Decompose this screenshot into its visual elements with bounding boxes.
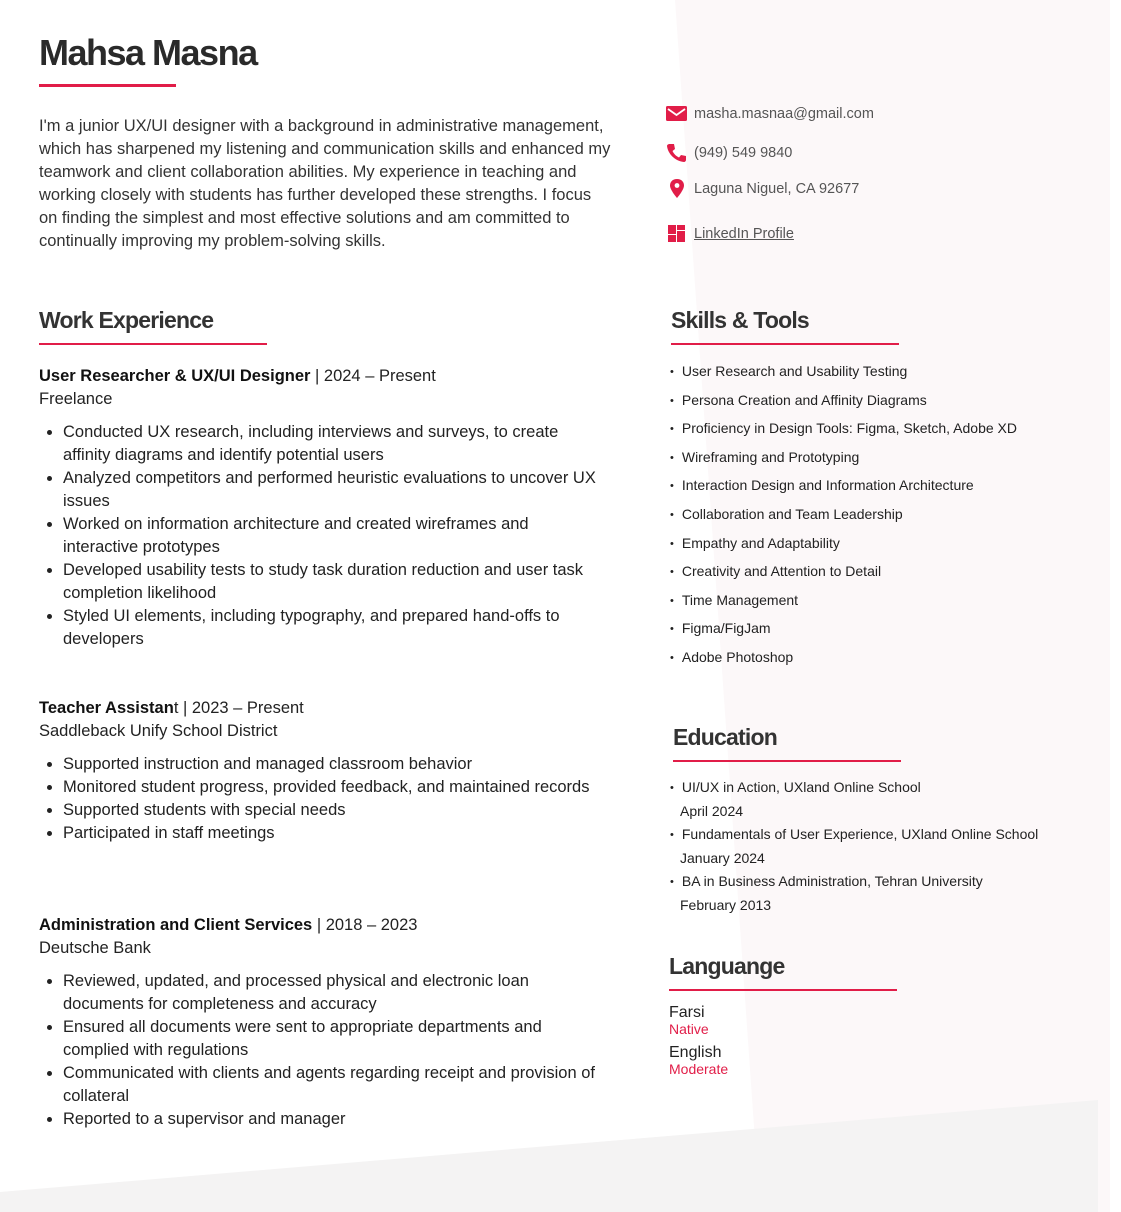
linkedin-link[interactable]: LinkedIn Profile [694, 226, 794, 242]
job-bullet: • Supported students with special needs [63, 799, 599, 822]
language-item [669, 1004, 709, 1036]
job-bullet: • Developed usability tests to study task duration reduction and user task completion likelihood [63, 559, 599, 605]
skill-item: • Persona Creation and Affinity Diagrams [670, 392, 1017, 421]
job-bullet: • Analyzed competitors and performed heuristic evaluations to uncover UX issues [63, 467, 599, 513]
phone-icon [666, 143, 688, 163]
education-heading-rule [673, 760, 901, 762]
skill-item: • Proficiency in Design Tools: Figma, Sketch, Adobe XD [670, 420, 1017, 449]
work-heading-rule [39, 343, 267, 345]
job-org: Saddleback Unify School District [39, 722, 278, 740]
job-bullet: • Worked on information architecture and created wireframes and interactive prototypes [63, 513, 599, 559]
job-dates: t | 2023 – Present [173, 699, 304, 717]
education-item [670, 823, 1038, 870]
language-heading-rule [669, 989, 897, 991]
job-org: Deutsche Bank [39, 939, 151, 957]
contact-linkedin [666, 224, 794, 244]
job-bullet: • Conducted UX research, including interviews and surveys, to create affinity diagrams and identify potential users [63, 421, 599, 467]
job-bullets [39, 753, 599, 845]
job-bullet: • Styled UI elements, including typography, and prepared hand-offs to developers [63, 605, 599, 651]
contact-email [666, 104, 874, 124]
summary: I'm a junior UX/UI designer with a background in administrative management, which has sharpened my listening and communication skills and enhanced my teamwork and client collaboration abilities. My experience in teaching and working closely with students has further developed these strengths. I focus on finding the simplest and most effective solutions and am committed to continually improving my problem-solving skills. [39, 117, 611, 250]
language-name: English [669, 1044, 722, 1061]
job-bullet: • Monitored student progress, provided feedback, and maintained records [63, 776, 599, 799]
contact-location [666, 179, 859, 199]
work-experience-heading: Work Experience [39, 307, 214, 333]
skill-item: • Time Management [670, 592, 1017, 621]
job-org: Freelance [39, 390, 113, 408]
education-name: Fundamentals of User Experience, UXland Online School [681, 826, 1039, 842]
job-bullets [39, 970, 599, 1131]
skills-heading-rule [671, 343, 899, 345]
job-title: Teacher Assistan [39, 699, 174, 717]
education-date: January 2024 [680, 850, 765, 866]
phone-text: (949) 549 9840 [694, 145, 793, 161]
education-date: February 2013 [680, 897, 772, 913]
job-bullet: • Ensured all documents were sent to appropriate departments and complied with regulations [63, 1016, 599, 1062]
language-name: Farsi [669, 1004, 705, 1021]
location-text: Laguna Niguel, CA 92677 [694, 181, 860, 197]
skills-list [670, 363, 1017, 678]
linkedin-icon [666, 224, 688, 244]
job-title: Administration and Client Services [39, 916, 313, 934]
skill-item: • User Research and Usability Testing [670, 363, 1017, 392]
education-item [670, 776, 1038, 823]
skill-item: • Interaction Design and Information Architecture [670, 477, 1017, 506]
skill-item: • Adobe Photoshop [670, 649, 1017, 678]
skill-item: • Empathy and Adaptability [670, 535, 1017, 564]
education-heading: Education [673, 724, 777, 750]
candidate-name: Mahsa Masna [39, 32, 257, 73]
job-bullet: • Supported instruction and managed classroom behavior [63, 753, 599, 776]
email-icon [666, 104, 688, 124]
language-level: Native [669, 1021, 709, 1037]
job-entry [39, 914, 599, 1131]
skill-item: • Creativity and Attention to Detail [670, 563, 1017, 592]
job-entry [39, 697, 599, 845]
language-heading: Languange [669, 953, 785, 979]
contact-phone [666, 143, 792, 163]
skill-item: • Figma/FigJam [670, 620, 1017, 649]
education-name: BA in Business Administration, Tehran University [681, 873, 983, 889]
job-bullet: • Reported to a supervisor and manager [63, 1108, 599, 1131]
job-bullet: • Communicated with clients and agents regarding receipt and provision of collateral [63, 1062, 599, 1108]
job-dates: | 2018 – 2023 [312, 916, 418, 934]
language-item [669, 1044, 728, 1076]
job-dates: | 2024 – Present [310, 367, 436, 385]
job-entry [39, 365, 599, 651]
education-name: UI/UX in Action, UXland Online School [681, 779, 921, 795]
education-item [670, 870, 1038, 917]
education-list [670, 776, 1038, 917]
education-date: April 2024 [680, 803, 744, 819]
job-bullet: • Reviewed, updated, and processed physical and electronic loan documents for completeness and accuracy [63, 970, 599, 1016]
location-pin-icon [666, 179, 688, 199]
language-level: Moderate [669, 1061, 729, 1077]
job-title: User Researcher & UX/UI Designer [39, 367, 311, 385]
skills-heading: Skills & Tools [671, 307, 809, 333]
job-bullets [39, 421, 599, 651]
name-underline [39, 84, 176, 87]
skill-item: • Collaboration and Team Leadership [670, 506, 1017, 535]
job-bullet: • Participated in staff meetings [63, 822, 599, 845]
email-text[interactable]: masha.masnaa@gmail.com [694, 106, 874, 122]
skill-item: • Wireframing and Prototyping [670, 449, 1017, 478]
